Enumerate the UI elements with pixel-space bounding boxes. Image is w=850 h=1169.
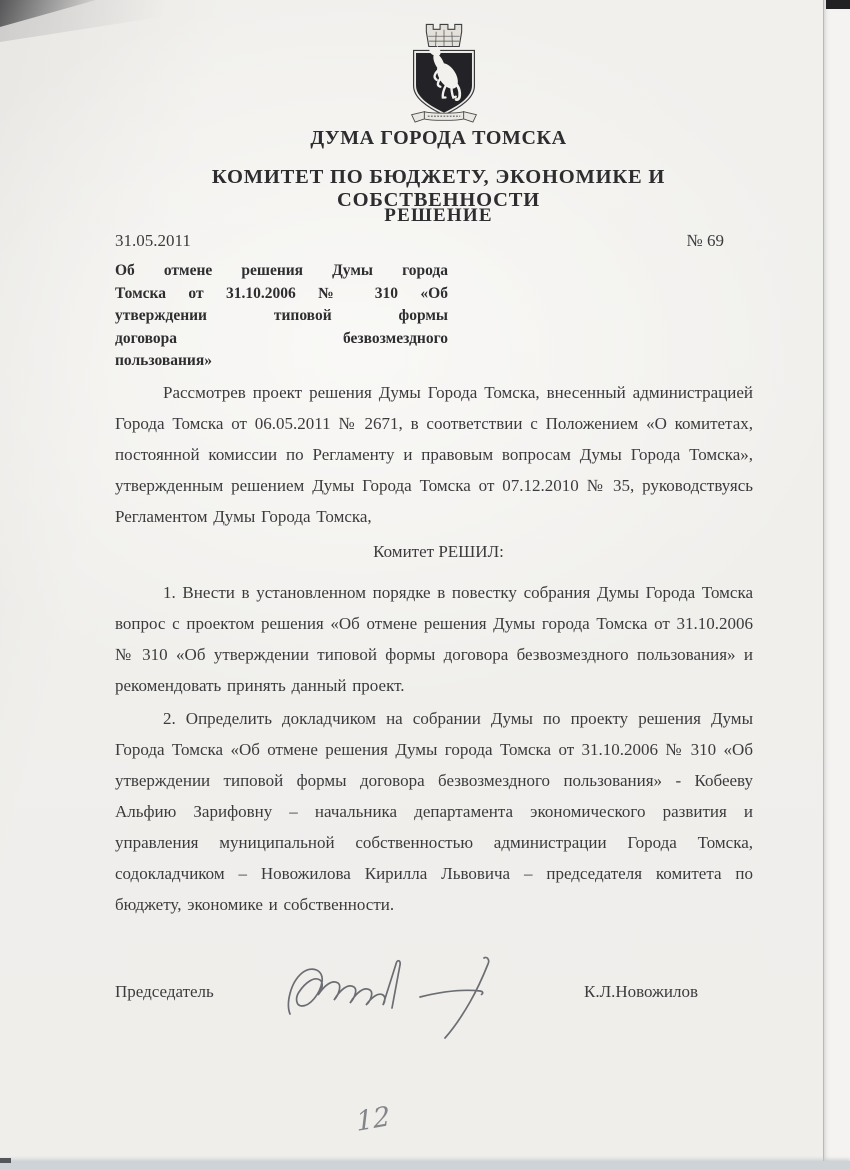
resolution-heading: Комитет РЕШИЛ: [373,542,504,561]
signer-name: К.Л.Новожилов [584,982,698,1001]
mural-crown-icon [426,24,461,46]
organization-title: ДУМА ГОРОДА ТОМСКА [310,127,567,149]
preamble-paragraph: Рассмотрев проект решения Думы Города Томска, внесенный администрацией Города Томска от 06.05.2011 № 2671, в соответствии с Положением «О комитетах, постоянной комиссии по Регламенту и правовым вопросам Думы Города Томска», утвержденным решением Думы Города Томска от 07.12.2010 № 35, руководствуясь Регламентом Думы Города Томска, [115,383,753,526]
scan-artifact-top-right-bar [826,0,850,9]
tomsk-coat-of-arms-icon [394,20,494,124]
document-type-title: РЕШЕНИЕ [384,205,493,226]
document-number: № 69 [686,231,724,250]
subject-line: утверждении типовой формы [115,307,448,324]
motto-ribbon-icon [412,112,477,122]
resolution-item-2: 2. Определить докладчиком на собрании Думы по проекту решения Думы Города Томска «Об отмене решения Думы города Томска от 31.10.2006 № 310 «Об утверждении типовой формы договора безвозмездного пользования» - Кобееву Альфию Зарифовну – начальника департамента экономического развития и управления муниципальной собственностью администрации Города Томска, содокладчиком – Новожилова Кирилла Львовича – председателя комитета по бюджету, экономике и собственности. [115,709,753,914]
committee-title: КОМИТЕТ ПО БЮДЖЕТУ, ЭКОНОМИКЕ И СОБСТВЕННОСТИ [211,166,666,211]
meta-row [115,231,762,251]
subject-line: договора безвозмездного [115,329,448,347]
resolution-item-1: 1. Внести в установленном порядке в повестку собрания Думы Города Томска вопрос с проектом решения «Об отмене решения Думы города Томска от 31.10.2006 № 310 «Об утверждении типовой формы договора безвозмездного пользования» и рекомендовать принять данный проект. [115,583,753,695]
subject-block [115,260,448,373]
subject-line: Томска от 31.10.2006 № 310 «Об [115,284,448,302]
handwritten-page-number: 12 [355,1100,392,1139]
subject-line: Об отмене решения Думы города [115,262,448,279]
document-date: 31.05.2011 [115,231,191,250]
scan-artifact-bottom-left-mark [0,1158,11,1163]
handwritten-signature-icon [250,938,530,1058]
signer-title: Председатель [115,982,214,1001]
subject-line: пользования» [115,352,212,369]
scan-artifact-bottom-strip [0,1161,850,1169]
scan-artifact-right-edge [823,0,850,1161]
